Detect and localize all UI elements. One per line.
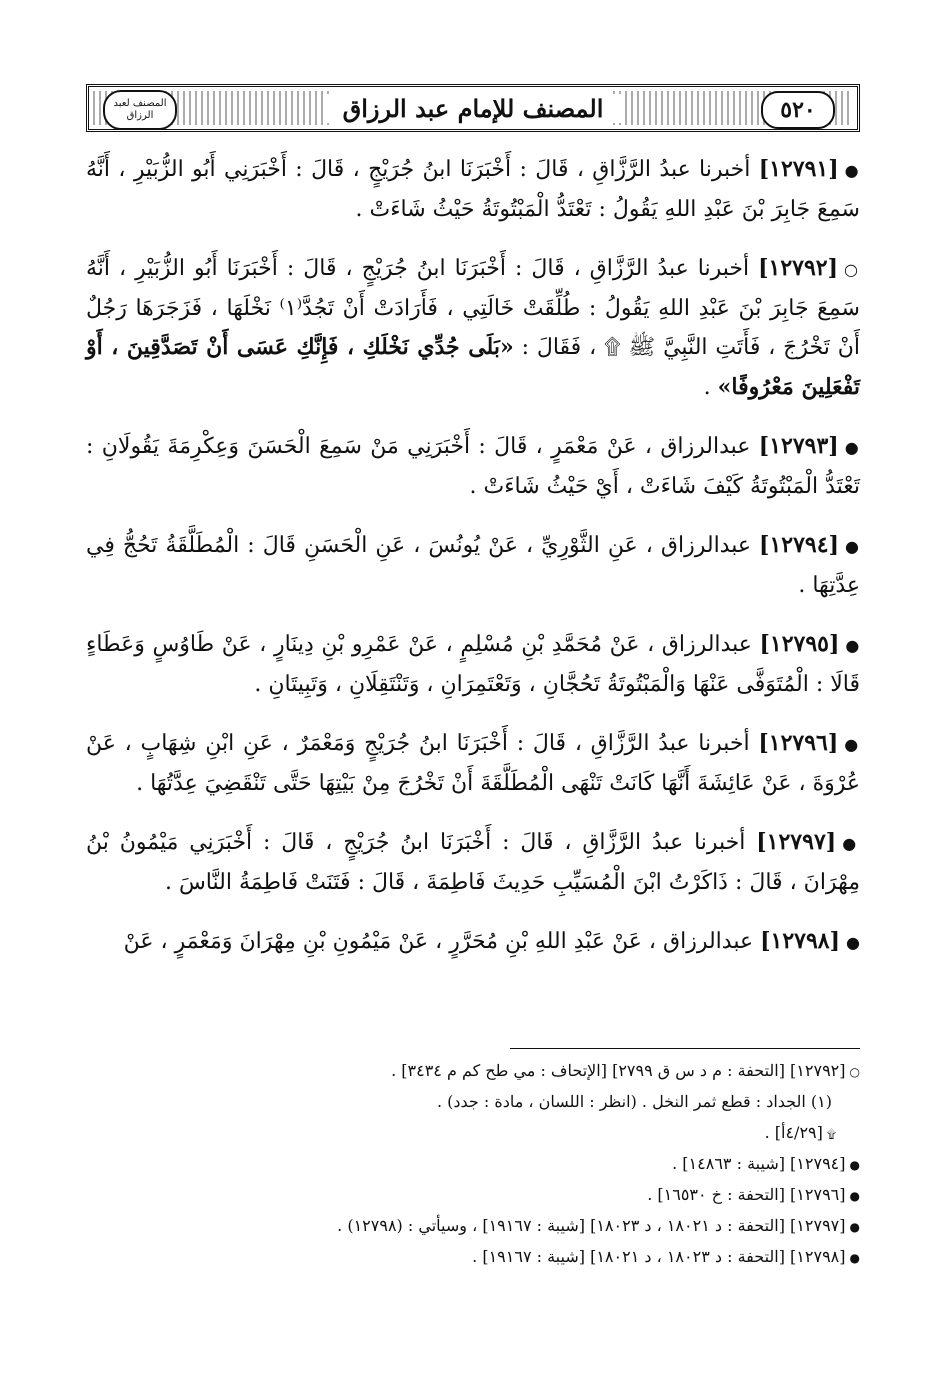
footnote-text: [١٢٧٩٨] [التحفة : د ١٨٠٢٣ ، د ١٨٠٢١] [شيبة : ١٩١٦٧] . (472, 1247, 846, 1266)
footnote-marker: ● (849, 1220, 860, 1234)
entry-text: أخبرنا عبدُ الرَّزَّاقِ ، قَالَ : أَخْبَرَنَا ابنُ جُرَيْجٍ وَمَعْمَرٌ ، عَنِ ابْنِ شِهَابٍ ، عَنْ عُرْوَةَ ، عَنْ عَائِشَةَ أَنَّهَا كَانَتْ تَنْهَى الْمُطَلَّقَةَ أَنْ تَخْرُجَ مِنْ بَيْتِهَا حَتَّى تَنْقَضِيَ عِدَّتُهَا . (86, 731, 860, 796)
entry-marker: ● (845, 636, 860, 655)
footnote-marker: ○ (849, 1065, 860, 1079)
entry-tail: . (703, 374, 718, 400)
footnote (86, 1242, 860, 1273)
footnote-text: [١٢٧٩٧] [التحفة : د ١٨٠٢١ ، د ١٨٠٢٣] [شيبة : ١٩١٦٧] ، وسيأتي : (١٢٧٩٨) . (337, 1216, 846, 1235)
entry-text: عبدالرزاق ، عَنْ مَعْمَرٍ ، قَالَ : أَخْبَرَنِي مَنْ سَمِعَ الْحَسَنَ وَعِكْرِمَةَ يَقُولَانِ : تَعْتَدُّ الْمَبْتُوتَةُ كَيْفَ شَاءَتْ ، أَيْ حَيْثُ شَاءَتْ . (86, 434, 860, 499)
entry-number: [١٢٧٩٢] (758, 255, 839, 281)
entry-number: [١٢٧٩١] (758, 156, 839, 182)
footnote (86, 1087, 860, 1118)
hadith-entry (86, 427, 860, 506)
publisher-seal: المصنف لعبد الرزاق (103, 90, 177, 130)
hadith-entry (86, 625, 860, 704)
footnote (86, 1056, 860, 1087)
hadith-entry (86, 249, 860, 407)
entry-marker: ○ (844, 260, 860, 279)
book-title: المصنف للإمام عبد الرزاق (325, 94, 622, 123)
footnote-text: (١) الجداد : قطع ثمر النخل . (انظر : اللسان ، مادة : جدد) . (436, 1092, 832, 1111)
entry-number: [١٢٧٩٥] (759, 631, 840, 657)
footnote-divider (510, 1048, 860, 1049)
entry-text: عبدالرزاق ، عَنِ الثَّوْرِيِّ ، عَنْ يُونُسَ ، عَنِ الْحَسَنِ قَالَ : الْمُطَلَّقَةُ تَحُجُّ فِي عِدَّتِهَا . (86, 533, 860, 598)
entry-marker: ● (846, 933, 860, 952)
footnote (86, 1180, 860, 1211)
entry-text: أخبرنا عبدُ الرَّزَّاقِ ، قَالَ : أَخْبَرَنَا ابنُ جُرَيْجٍ ، قَالَ : أَخْبَرَنِي مَيْمُونُ بْنُ مِهْرَانَ ، قَالَ : ذَاكَرْتُ ابْنَ الْمُسَيِّبِ حَدِيثَ فَاطِمَةَ ، قَالَ : فَتَنَتْ فَاطِمَةُ النَّاسَ . (86, 830, 860, 895)
page-number: ٥٢٠ (761, 91, 835, 129)
main-text (86, 150, 860, 983)
hadith-entry (86, 526, 860, 605)
entry-text: عبدالرزاق ، عَنْ عَبْدِ اللهِ بْنِ مُحَرَّرٍ ، عَنْ مَيْمُونِ بْنِ مِهْرَانَ وَمَعْمَرٍ ، عَنْ (123, 929, 754, 954)
page-header (86, 84, 860, 132)
footnote (86, 1118, 860, 1149)
footnote-marker: ● (849, 1251, 860, 1265)
footnote-text: [١٢٧٩٦] [التحفة : خ ١٦٥٣٠] . (647, 1185, 846, 1204)
entry-marker: ● (844, 161, 860, 180)
entry-text: أخبرنا عبدُ الرَّزَّاقِ ، قَالَ : أَخْبَرَنَا ابنُ جُرَيْجٍ ، قَالَ : أَخْبَرَنَا أَبُو الزُّبَيْرِ ، أَنَّهُ سَمِعَ جَابِرَ بْنَ عَبْدِ اللهِ يَقُولُ : طُلِّقَتْ خَالَتِي ، فَأَرَادَتْ أَنْ تَجُدَّ⁽١⁾ نَخْلَهَا ، فَزَجَرَهَا رَجُلٌ أَنْ تَخْرُجَ ، فَأَتَتِ النَّبِيَّ ﷺ ۩ ، فَقَالَ : (86, 256, 860, 360)
hadith-entry (86, 150, 860, 229)
entry-number: [١٢٧٩٨] (760, 928, 841, 954)
entry-marker: ● (844, 735, 861, 754)
entry-marker: ● (844, 537, 860, 556)
hadith-entry (86, 922, 860, 963)
hadith-entry (86, 823, 860, 902)
entry-number: [١٢٧٩٣] (758, 433, 839, 459)
footnote-marker: ۩ (826, 1127, 836, 1141)
prophetic-saying: «بَلَى جُدِّي نَخْلَكِ ، فَإِنَّكِ عَسَى أَنْ تَصَدَّقِينَ ، أَوْ تَفْعَلِينَ مَعْرُوفًا» (86, 334, 860, 400)
entry-marker: ● (844, 438, 861, 457)
footnote-marker: ● (849, 1189, 860, 1203)
footnote-text: [٤/٢٩أ] . (764, 1123, 823, 1142)
footnote-text: [١٢٧٩٤] [شيبة : ١٤٨٦٣] . (672, 1154, 846, 1173)
footnote (86, 1149, 860, 1180)
hadith-entry (86, 724, 860, 803)
footnote-marker: ● (849, 1158, 860, 1172)
entry-marker: ● (842, 834, 860, 853)
entry-number: [١٢٧٩٦] (758, 730, 839, 756)
entry-number: [١٢٧٩٤] (759, 532, 839, 558)
entry-number: [١٢٧٩٧] (756, 829, 837, 855)
entry-text: عبدالرزاق ، عَنْ مُحَمَّدِ بْنِ مُسْلِمٍ ، عَنْ عَمْرِو بْنِ دِينَارٍ ، عَنْ طَاوُسٍ وَعَطَاءٍ قَالَا : الْمُتَوَفَّى عَنْهَا وَالْمَبْتُوتَةُ تَحُجَّانِ ، وَتَعْتَمِرَانِ ، وَتَنْتَقِلَانِ ، وَتَبِيتَانِ . (86, 632, 860, 697)
footnote (86, 1211, 860, 1242)
footnote-text: [١٢٧٩٢] [التحفة : م د س ق ٢٧٩٩] [الإتحاف : مي طح كم م ٣٤٣٤] . (391, 1061, 846, 1080)
footnotes (86, 1056, 860, 1273)
entry-text: أخبرنا عبدُ الرَّزَّاقِ ، قَالَ : أَخْبَرَنَا ابنُ جُرَيْجٍ ، قَالَ : أَخْبَرَنِي أَبُو الزُّبَيْرِ ، أَنَّهُ سَمِعَ جَابِرَ بْنَ عَبْدِ اللهِ يَقُولُ : تَعْتَدُّ الْمَبْتُوتَةُ حَيْثُ شَاءَتْ . (86, 157, 860, 222)
